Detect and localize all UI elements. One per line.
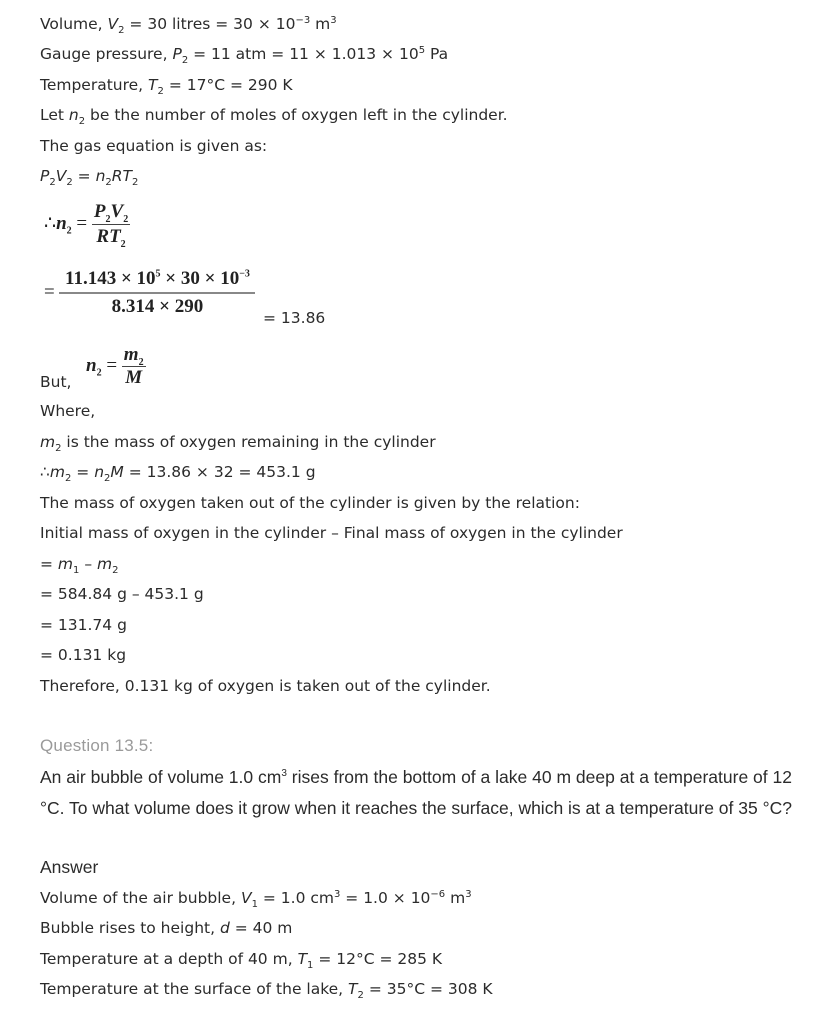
sub: 2 <box>104 473 111 485</box>
equals: = <box>72 167 96 185</box>
label: Bubble rises to height, <box>40 919 220 937</box>
var: P <box>40 167 50 185</box>
value: = 11 atm = 11 × 1.013 × 10 <box>188 45 419 63</box>
var: n <box>68 106 79 124</box>
text: rises from the bottom of a lake 40 m deep at a temperature of 12 °C. To what volume does it grow when it reaches the surface, which is at a temperature of 35 °C? <box>40 767 792 818</box>
sub: 2 <box>112 565 119 577</box>
unit: m <box>445 889 466 907</box>
sub: 1 <box>73 565 80 577</box>
numerator: P <box>93 201 106 222</box>
exp: 5 <box>418 44 426 56</box>
volume-line <box>40 14 337 37</box>
n2-formula: $\therefore n_2$ = $\frac{P_2V_2}{RT_2}$ <box>44 201 129 250</box>
var: T <box>122 167 133 185</box>
exp: 3 <box>281 768 287 780</box>
var: R <box>111 167 123 185</box>
sub: 2 <box>157 86 164 98</box>
sub: 2 <box>123 213 129 225</box>
var: n <box>95 167 106 185</box>
value: = 30 litres = 30 × 10 <box>124 15 296 33</box>
conclusion: Therefore, 0.131 kg of oxygen is taken out of the cylinder. <box>40 677 491 695</box>
step-4: = 0.131 kg <box>40 646 127 664</box>
var: m <box>97 555 113 573</box>
denominator: M <box>125 367 143 388</box>
exp: −3 <box>239 268 250 280</box>
label: Temperature, <box>40 76 149 94</box>
sub: 2 <box>66 225 72 237</box>
temperature-line <box>40 75 293 98</box>
calculation-result: = 13.86 <box>263 309 326 327</box>
sub: 2 <box>96 367 102 379</box>
fraction <box>59 266 255 320</box>
n2-mass-formula: $n_2$ = $\frac{m_2}{M}$ <box>86 344 144 388</box>
sub: 2 <box>120 238 126 250</box>
var: d <box>219 919 230 937</box>
var: n <box>86 354 97 376</box>
var: n <box>56 212 67 234</box>
equals: = <box>44 281 55 303</box>
numerator: 11.143 × 10 <box>65 268 156 289</box>
denominator: RT <box>96 226 121 247</box>
equals: = <box>40 555 58 573</box>
var: V <box>107 15 119 33</box>
text: be the number of moles of oxygen left in the cylinder. <box>85 106 508 124</box>
var: V <box>240 889 252 907</box>
var: T <box>348 980 358 998</box>
var: P <box>172 45 182 63</box>
exp: −3 <box>295 14 311 26</box>
step-3: = 131.74 g <box>40 616 127 634</box>
sub: 2 <box>64 473 72 485</box>
minus: – <box>79 555 98 573</box>
value: = 40 m <box>229 919 293 937</box>
var: M <box>110 463 124 481</box>
fraction <box>122 344 146 389</box>
var: T <box>297 950 308 968</box>
fraction <box>92 200 130 249</box>
numerator: m <box>123 344 139 365</box>
text: is the mass of oxygen remaining in the cylinder <box>61 433 436 451</box>
sub: 1 <box>251 899 258 911</box>
value: = 12°C = 285 K <box>313 950 443 968</box>
exp: 5 <box>155 268 161 280</box>
var: T <box>148 76 158 94</box>
equals: = <box>71 463 95 481</box>
unit: m <box>310 15 331 33</box>
sub: 2 <box>66 177 73 189</box>
relation: Initial mass of oxygen in the cylinder – Final mass of oxygen in the cylinder <box>40 524 623 542</box>
step-2: = 584.84 g – 453.1 g <box>40 585 204 603</box>
var: m <box>49 463 65 481</box>
numerator: × 30 × 10 <box>160 268 240 289</box>
sub: 2 <box>55 443 62 455</box>
exp: −6 <box>430 888 446 900</box>
m2-definition <box>40 432 436 455</box>
value: = 17°C = 290 K <box>163 76 293 94</box>
sub: 1 <box>307 960 314 972</box>
sub: 2 <box>181 55 189 67</box>
answer-label: Answer <box>40 857 99 877</box>
label: Temperature at the surface of the lake, <box>40 980 349 998</box>
answer-v1 <box>40 888 472 911</box>
answer-t1 <box>40 949 443 972</box>
gauge-pressure-line <box>40 44 449 67</box>
numerator: V <box>110 201 124 222</box>
sub: 2 <box>105 177 112 189</box>
therefore-symbol: ∴ <box>44 212 57 234</box>
value: = 1.0 × 10 <box>340 889 431 907</box>
sub: 2 <box>105 213 111 225</box>
var: m <box>40 433 56 451</box>
gas-equation <box>40 166 139 189</box>
var: V <box>55 167 67 185</box>
value: = 1.0 cm <box>257 889 334 907</box>
var: m <box>57 555 74 573</box>
therefore-symbol: ∴ <box>40 463 50 481</box>
let-n2-line <box>40 105 508 128</box>
sub: 2 <box>118 25 125 37</box>
var: n <box>94 463 105 481</box>
unit-exp: 3 <box>465 888 472 900</box>
unit-exp: 3 <box>330 14 337 26</box>
step-1 <box>40 554 119 577</box>
sub: 2 <box>138 356 144 368</box>
label: Volume of the air bubble, <box>40 889 241 907</box>
value: = 35°C = 308 K <box>363 980 493 998</box>
relation-intro: The mass of oxygen taken out of the cylinder is given by the relation: <box>40 494 580 512</box>
calculation-fraction <box>44 266 255 320</box>
but-label: But, <box>40 373 72 391</box>
label: Volume, <box>40 15 108 33</box>
answer-height <box>40 918 292 938</box>
text: An air bubble of volume 1.0 cm <box>40 767 282 787</box>
sub: 2 <box>357 990 364 1002</box>
value: = 13.86 × 32 = 453.1 g <box>123 463 316 481</box>
exp: 3 <box>333 888 341 900</box>
text: Let <box>40 106 69 124</box>
where-label: Where, <box>40 402 96 420</box>
question-text <box>40 762 792 823</box>
sub: 2 <box>132 177 139 189</box>
label: Gauge pressure, <box>40 45 173 63</box>
sub: 2 <box>78 116 86 128</box>
gas-eq-intro: The gas equation is given as: <box>40 137 268 155</box>
question-heading: Question 13.5: <box>40 736 154 755</box>
answer-t2 <box>40 979 493 1002</box>
sub: 2 <box>49 177 56 189</box>
denominator: 8.314 × 290 <box>111 296 204 317</box>
m2-calculation <box>40 462 316 485</box>
unit: Pa <box>425 45 449 63</box>
label: Temperature at a depth of 40 m, <box>40 950 298 968</box>
